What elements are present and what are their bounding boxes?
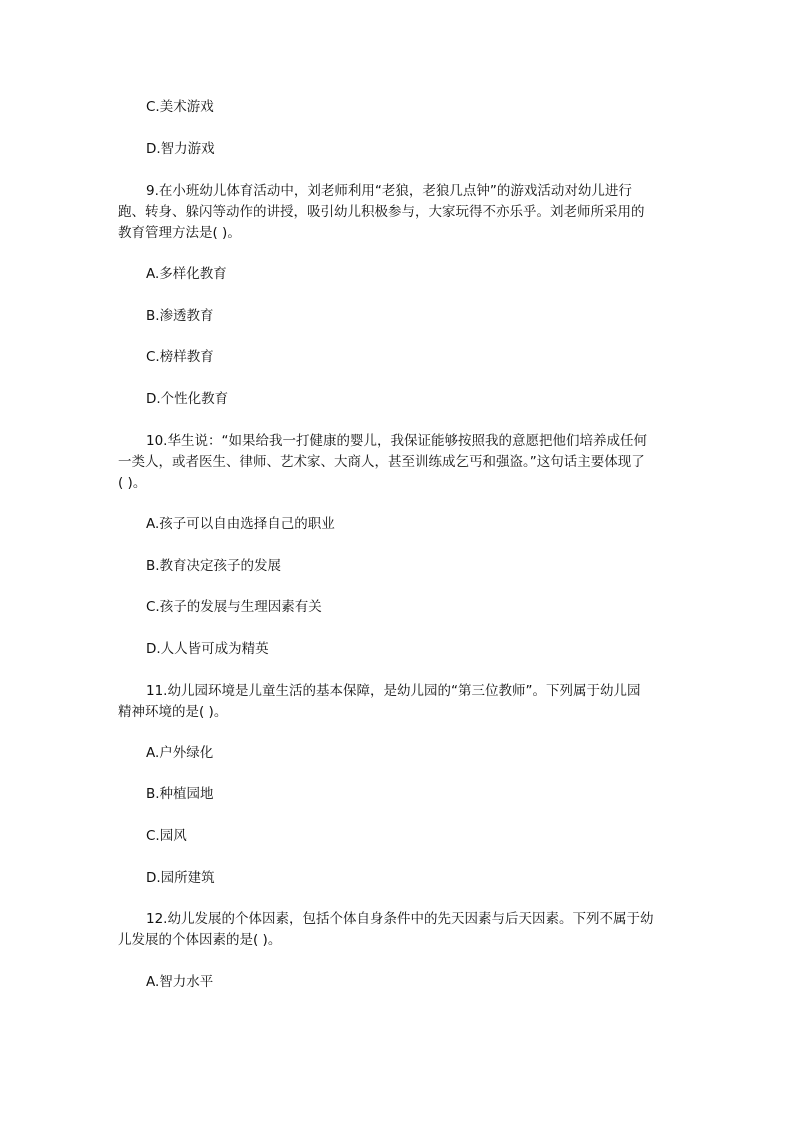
- q9-stem-line-1: 9.在小班幼儿体育活动中，刘老师利用“老狼，老狼几点钟”的游戏活动对幼儿进行: [146, 183, 632, 199]
- q9-stem-line-2: 跑、转身、躲闪等动作的讲授，吸引幼儿积极参与，大家玩得不亦乐乎。刘老师所采用的: [118, 204, 645, 220]
- q12-stem-line-2: 儿发展的个体因素的是( )。: [118, 932, 282, 948]
- q9-stem-line-3: 教育管理方法是( )。: [118, 225, 241, 241]
- q10-stem-line-1: 10.华生说：“如果给我一打健康的婴儿，我保证能够按照我的意愿把他们培养成任何: [146, 433, 647, 449]
- q9-option-b: B.渗透教育: [146, 308, 214, 324]
- q10-option-a: A.孩子可以自由选择自己的职业: [146, 516, 335, 532]
- q11-option-c: C.园风: [146, 828, 187, 844]
- q8-option-c: C.美术游戏: [146, 99, 214, 115]
- q11-option-b: B.种植园地: [146, 786, 214, 802]
- q11-stem-line-2: 精神环境的是( )。: [118, 704, 228, 720]
- q12-option-a: A.智力水平: [146, 974, 214, 990]
- q12-stem-line-1: 12.幼儿发展的个体因素，包括个体自身条件中的先天因素与后天因素。下列不属于幼: [146, 911, 654, 927]
- q9-option-a: A.多样化教育: [146, 266, 227, 282]
- q11-option-d: D.园所建筑: [146, 870, 215, 886]
- q8-option-d: D.智力游戏: [146, 141, 215, 157]
- q9-option-c: C.榜样教育: [146, 349, 214, 365]
- q11-stem-line-1: 11.幼儿园环境是儿童生活的基本保障，是幼儿园的“第三位教师”。下列属于幼儿园: [146, 683, 641, 699]
- q10-option-c: C.孩子的发展与生理因素有关: [146, 599, 322, 615]
- q10-stem-line-3: ( )。: [118, 475, 147, 491]
- q10-option-d: D.人人皆可成为精英: [146, 641, 269, 657]
- q9-option-d: D.个性化教育: [146, 391, 229, 407]
- q11-option-a: A.户外绿化: [146, 745, 214, 761]
- q10-option-b: B.教育决定孩子的发展: [146, 558, 282, 574]
- q10-stem-line-2: 一类人，或者医生、律师、艺术家、大商人，甚至训练成乞丐和强盗。”这句话主要体现了: [118, 454, 645, 470]
